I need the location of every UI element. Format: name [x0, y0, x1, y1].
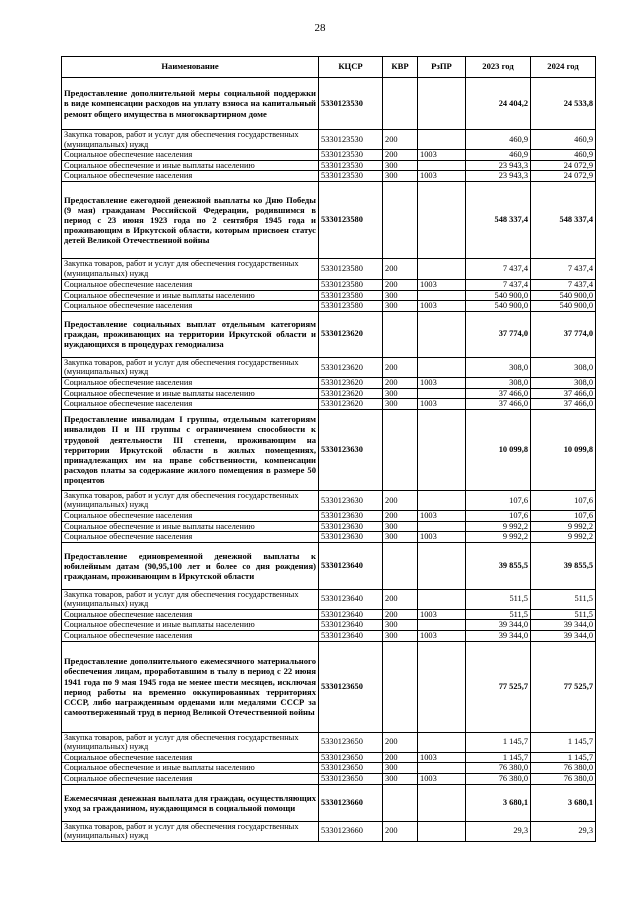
cell-2024: 511,5 — [531, 589, 596, 609]
cell-kcsr: 5330123580 — [319, 181, 383, 258]
cell-kcsr: 5330123650 — [319, 732, 383, 752]
cell-kvr: 200 — [383, 377, 418, 388]
cell-2023: 511,5 — [466, 609, 531, 620]
cell-name: Социальное обеспечение населения — [62, 631, 319, 642]
cell-kvr: 300 — [383, 521, 418, 532]
table-row — [62, 542, 596, 589]
cell-2023: 460,9 — [466, 130, 531, 150]
cell-kvr: 200 — [383, 357, 418, 377]
cell-name: Социальное обеспечение населения — [62, 774, 319, 785]
cell-2023: 1 145,7 — [466, 752, 531, 763]
cell-kcsr: 5330123640 — [319, 542, 383, 589]
cell-name: Закупка товаров, работ и услуг для обеспечения государственных (муниципальных) нужд — [62, 732, 319, 752]
cell-name: Социальное обеспечение населения — [62, 609, 319, 620]
cell-kcsr: 5330123620 — [319, 388, 383, 399]
cell-name: Закупка товаров, работ и услуг для обеспечения государственных (муниципальных) нужд — [62, 357, 319, 377]
cell-2024: 37 466,0 — [531, 399, 596, 410]
cell-name: Социальное обеспечение и иные выплаты населению — [62, 388, 319, 399]
cell-kcsr: 5330123650 — [319, 641, 383, 732]
header-name: Наименование — [62, 57, 319, 78]
cell-kcsr: 5330123620 — [319, 357, 383, 377]
cell-2024: 460,9 — [531, 130, 596, 150]
cell-name: Социальное обеспечение и иные выплаты населению — [62, 290, 319, 301]
table-row — [62, 732, 596, 752]
table-row — [62, 589, 596, 609]
cell-2024: 77 525,7 — [531, 641, 596, 732]
cell-kvr: 200 — [383, 821, 418, 841]
cell-kvr — [383, 641, 418, 732]
cell-name: Социальное обеспечение населения — [62, 399, 319, 410]
cell-kvr: 200 — [383, 279, 418, 290]
cell-2024: 7 437,4 — [531, 279, 596, 290]
cell-2024: 1 145,7 — [531, 752, 596, 763]
cell-name: Закупка товаров, работ и услуг для обеспечения государственных (муниципальных) нужд — [62, 130, 319, 150]
cell-kvr: 200 — [383, 130, 418, 150]
cell-name: Социальное обеспечение и иные выплаты населению — [62, 620, 319, 631]
cell-2023: 511,5 — [466, 589, 531, 609]
cell-kvr: 300 — [383, 301, 418, 312]
table-row — [62, 521, 596, 532]
cell-2024: 76 380,0 — [531, 774, 596, 785]
cell-kvr: 300 — [383, 290, 418, 301]
cell-2024: 511,5 — [531, 609, 596, 620]
cell-rzpr: 1003 — [418, 631, 466, 642]
cell-rzpr — [418, 290, 466, 301]
cell-kcsr: 5330123640 — [319, 589, 383, 609]
cell-name: Социальное обеспечение населения — [62, 301, 319, 312]
cell-2024: 7 437,4 — [531, 258, 596, 279]
cell-name: Закупка товаров, работ и услуг для обеспечения государственных (муниципальных) нужд — [62, 821, 319, 841]
cell-kvr: 300 — [383, 631, 418, 642]
cell-rzpr — [418, 409, 466, 490]
cell-kcsr: 5330123580 — [319, 290, 383, 301]
cell-2023: 9 992,2 — [466, 521, 531, 532]
cell-kcsr: 5330123580 — [319, 279, 383, 290]
cell-name: Закупка товаров, работ и услуг для обеспечения государственных (муниципальных) нужд — [62, 258, 319, 279]
cell-kcsr: 5330123620 — [319, 311, 383, 357]
cell-rzpr — [418, 388, 466, 399]
cell-kvr: 200 — [383, 258, 418, 279]
cell-2024: 24 533,8 — [531, 78, 596, 130]
cell-name: Социальное обеспечение населения — [62, 532, 319, 543]
cell-kcsr: 5330123530 — [319, 130, 383, 150]
cell-name: Социальное обеспечение и иные выплаты населению — [62, 160, 319, 171]
cell-2023: 308,0 — [466, 377, 531, 388]
cell-2023: 3 680,1 — [466, 784, 531, 821]
cell-rzpr — [418, 542, 466, 589]
table-row — [62, 311, 596, 357]
cell-kcsr: 5330123620 — [319, 399, 383, 410]
cell-name: Предоставление инвалидам I группы, отдельным категориям инвалидов II и III группы с ограничением способности к трудовой деятельности III степени, проживающим на территории Иркутской области в жилых помещениях, принадлежащих им на праве собственности, компенсации расходов платы за содержание жилого помещения в размере 50 процентов — [62, 409, 319, 490]
cell-rzpr — [418, 130, 466, 150]
table-row — [62, 160, 596, 171]
table-row — [62, 357, 596, 377]
cell-name: Предоставление ежегодной денежной выплаты ко Дню Победы (9 мая) гражданам Российской Федерации, родившимся в период с 23 июня 1923 года по 2 сентября 1945 года и проживающим в Иркутской области, которым присвоен статус детей Великой Отечественной войны — [62, 181, 319, 258]
cell-kvr — [383, 542, 418, 589]
cell-2023: 39 855,5 — [466, 542, 531, 589]
cell-kcsr: 5330123650 — [319, 763, 383, 774]
cell-2024: 107,6 — [531, 490, 596, 510]
cell-2024: 39 344,0 — [531, 631, 596, 642]
cell-2023: 107,6 — [466, 510, 531, 521]
cell-kcsr: 5330123630 — [319, 490, 383, 510]
cell-kvr — [383, 784, 418, 821]
cell-kcsr: 5330123530 — [319, 78, 383, 130]
cell-2024: 548 337,4 — [531, 181, 596, 258]
cell-2024: 1 145,7 — [531, 732, 596, 752]
table-row — [62, 641, 596, 732]
cell-2024: 9 992,2 — [531, 532, 596, 543]
cell-kcsr: 5330123580 — [319, 301, 383, 312]
cell-rzpr: 1003 — [418, 609, 466, 620]
cell-rzpr: 1003 — [418, 279, 466, 290]
cell-kvr: 200 — [383, 150, 418, 161]
cell-2023: 77 525,7 — [466, 641, 531, 732]
cell-2023: 107,6 — [466, 490, 531, 510]
cell-2024: 39 344,0 — [531, 620, 596, 631]
cell-rzpr — [418, 521, 466, 532]
cell-2023: 39 344,0 — [466, 620, 531, 631]
table-row — [62, 774, 596, 785]
cell-2023: 23 943,3 — [466, 171, 531, 182]
table-row — [62, 258, 596, 279]
cell-2023: 7 437,4 — [466, 258, 531, 279]
cell-2024: 308,0 — [531, 357, 596, 377]
cell-rzpr — [418, 258, 466, 279]
cell-2023: 548 337,4 — [466, 181, 531, 258]
cell-name: Социальное обеспечение населения — [62, 752, 319, 763]
cell-kvr — [383, 311, 418, 357]
cell-2023: 1 145,7 — [466, 732, 531, 752]
cell-2024: 540 900,0 — [531, 290, 596, 301]
cell-2024: 540 900,0 — [531, 301, 596, 312]
cell-kvr: 200 — [383, 609, 418, 620]
table-body — [62, 78, 596, 842]
cell-rzpr — [418, 589, 466, 609]
cell-kvr: 300 — [383, 620, 418, 631]
cell-2023: 23 943,3 — [466, 160, 531, 171]
table-row — [62, 301, 596, 312]
cell-rzpr — [418, 821, 466, 841]
header-kcsr: КЦСР — [319, 57, 383, 78]
table-row — [62, 279, 596, 290]
cell-2024: 107,6 — [531, 510, 596, 521]
cell-name: Предоставление социальных выплат отдельным категориям граждан, проживающих на территории Иркутской области и нуждающихся в процедурах гемодиализа — [62, 311, 319, 357]
cell-kvr: 300 — [383, 388, 418, 399]
cell-2024: 308,0 — [531, 377, 596, 388]
cell-rzpr — [418, 763, 466, 774]
cell-2024: 37 466,0 — [531, 388, 596, 399]
cell-rzpr: 1003 — [418, 301, 466, 312]
cell-2024: 29,3 — [531, 821, 596, 841]
cell-kvr: 200 — [383, 510, 418, 521]
cell-name: Предоставление единовременной денежной выплаты к юбилейным датам (90,95,100 лет и более со дня рождения) гражданам, проживающим в Иркутской области — [62, 542, 319, 589]
cell-name: Закупка товаров, работ и услуг для обеспечения государственных (муниципальных) нужд — [62, 589, 319, 609]
cell-2023: 540 900,0 — [466, 290, 531, 301]
cell-2024: 39 855,5 — [531, 542, 596, 589]
cell-kcsr: 5330123640 — [319, 620, 383, 631]
cell-kvr: 300 — [383, 763, 418, 774]
table-row — [62, 290, 596, 301]
cell-name: Закупка товаров, работ и услуг для обеспечения государственных (муниципальных) нужд — [62, 490, 319, 510]
cell-rzpr: 1003 — [418, 171, 466, 182]
cell-rzpr: 1003 — [418, 752, 466, 763]
cell-2024: 10 099,8 — [531, 409, 596, 490]
cell-2023: 76 380,0 — [466, 763, 531, 774]
cell-2023: 460,9 — [466, 150, 531, 161]
cell-2024: 37 774,0 — [531, 311, 596, 357]
table-row — [62, 609, 596, 620]
table-row — [62, 377, 596, 388]
cell-name: Социальное обеспечение и иные выплаты населению — [62, 763, 319, 774]
table-row — [62, 388, 596, 399]
table-row — [62, 490, 596, 510]
cell-name: Социальное обеспечение и иные выплаты населению — [62, 521, 319, 532]
cell-kcsr: 5330123660 — [319, 784, 383, 821]
cell-2023: 29,3 — [466, 821, 531, 841]
table-row — [62, 150, 596, 161]
table-row — [62, 821, 596, 841]
table-header-row — [62, 57, 596, 78]
cell-2023: 37 466,0 — [466, 399, 531, 410]
cell-kcsr: 5330123630 — [319, 532, 383, 543]
cell-kvr: 300 — [383, 160, 418, 171]
cell-name: Социальное обеспечение населения — [62, 279, 319, 290]
cell-rzpr: 1003 — [418, 510, 466, 521]
cell-2023: 10 099,8 — [466, 409, 531, 490]
cell-2023: 37 774,0 — [466, 311, 531, 357]
cell-kcsr: 5330123620 — [319, 377, 383, 388]
cell-name: Социальное обеспечение населения — [62, 171, 319, 182]
cell-kcsr: 5330123630 — [319, 521, 383, 532]
table-row — [62, 752, 596, 763]
table-row — [62, 510, 596, 521]
cell-rzpr — [418, 181, 466, 258]
cell-kvr: 200 — [383, 589, 418, 609]
cell-2023: 540 900,0 — [466, 301, 531, 312]
cell-kcsr: 5330123530 — [319, 150, 383, 161]
cell-name: Социальное обеспечение населения — [62, 377, 319, 388]
cell-2023: 76 380,0 — [466, 774, 531, 785]
cell-kvr: 300 — [383, 532, 418, 543]
cell-name: Предоставление дополнительного ежемесячного материального обеспечения лицам, проработавшим в тылу в период с 22 июня 1941 года по 9 мая 1945 года не менее шести месяцев, исключая период работы на временно оккупированных территориях СССР, либо награжденным орденами или медалями СССР за самоотверженный труд в период Великой Отечественной войны — [62, 641, 319, 732]
header-2024: 2024 год — [531, 57, 596, 78]
table-row — [62, 171, 596, 182]
cell-2023: 37 466,0 — [466, 388, 531, 399]
cell-rzpr: 1003 — [418, 399, 466, 410]
cell-rzpr — [418, 784, 466, 821]
cell-kvr: 200 — [383, 732, 418, 752]
cell-kvr: 200 — [383, 752, 418, 763]
cell-rzpr — [418, 357, 466, 377]
cell-kcsr: 5330123630 — [319, 409, 383, 490]
cell-kvr — [383, 409, 418, 490]
cell-kvr: 300 — [383, 774, 418, 785]
cell-2024: 24 072,9 — [531, 160, 596, 171]
table-row — [62, 130, 596, 150]
header-2023: 2023 год — [466, 57, 531, 78]
cell-name: Социальное обеспечение населения — [62, 150, 319, 161]
cell-2024: 3 680,1 — [531, 784, 596, 821]
table-row — [62, 763, 596, 774]
cell-kvr — [383, 78, 418, 130]
cell-kvr: 200 — [383, 490, 418, 510]
cell-2024: 24 072,9 — [531, 171, 596, 182]
cell-rzpr — [418, 641, 466, 732]
cell-rzpr — [418, 620, 466, 631]
cell-2023: 308,0 — [466, 357, 531, 377]
cell-rzpr — [418, 490, 466, 510]
cell-2024: 9 992,2 — [531, 521, 596, 532]
cell-name: Ежемесячная денежная выплата для граждан, осуществляющих уход за гражданином, нуждающимся в социальной помощи — [62, 784, 319, 821]
cell-rzpr — [418, 732, 466, 752]
cell-kcsr: 5330123640 — [319, 609, 383, 620]
header-kvr: КВР — [383, 57, 418, 78]
cell-rzpr: 1003 — [418, 150, 466, 161]
cell-kvr: 300 — [383, 399, 418, 410]
cell-kvr — [383, 181, 418, 258]
cell-2024: 460,9 — [531, 150, 596, 161]
cell-kcsr: 5330123530 — [319, 171, 383, 182]
table-row — [62, 631, 596, 642]
cell-rzpr: 1003 — [418, 377, 466, 388]
cell-name: Предоставление дополнительной меры социальной поддержки в виде компенсации расходов на уплату взноса на капитальный ремонт общего имущества в многоквартирном доме — [62, 78, 319, 130]
table-row — [62, 620, 596, 631]
table-row — [62, 784, 596, 821]
cell-kcsr: 5330123530 — [319, 160, 383, 171]
table-row — [62, 78, 596, 130]
header-rzpr: РзПР — [418, 57, 466, 78]
cell-2024: 76 380,0 — [531, 763, 596, 774]
cell-name: Социальное обеспечение населения — [62, 510, 319, 521]
table-row — [62, 181, 596, 258]
cell-rzpr: 1003 — [418, 532, 466, 543]
cell-kcsr: 5330123630 — [319, 510, 383, 521]
cell-kcsr: 5330123660 — [319, 821, 383, 841]
cell-kvr: 300 — [383, 171, 418, 182]
cell-rzpr: 1003 — [418, 774, 466, 785]
cell-rzpr — [418, 78, 466, 130]
page-number: 28 — [314, 22, 326, 34]
table-row — [62, 409, 596, 490]
cell-rzpr — [418, 160, 466, 171]
cell-kcsr: 5330123650 — [319, 752, 383, 763]
cell-kcsr: 5330123650 — [319, 774, 383, 785]
budget-table — [61, 56, 596, 842]
cell-kcsr: 5330123580 — [319, 258, 383, 279]
table-row — [62, 532, 596, 543]
table-row — [62, 399, 596, 410]
cell-rzpr — [418, 311, 466, 357]
cell-kcsr: 5330123640 — [319, 631, 383, 642]
cell-2023: 39 344,0 — [466, 631, 531, 642]
cell-2023: 9 992,2 — [466, 532, 531, 543]
cell-2023: 7 437,4 — [466, 279, 531, 290]
cell-2023: 24 404,2 — [466, 78, 531, 130]
